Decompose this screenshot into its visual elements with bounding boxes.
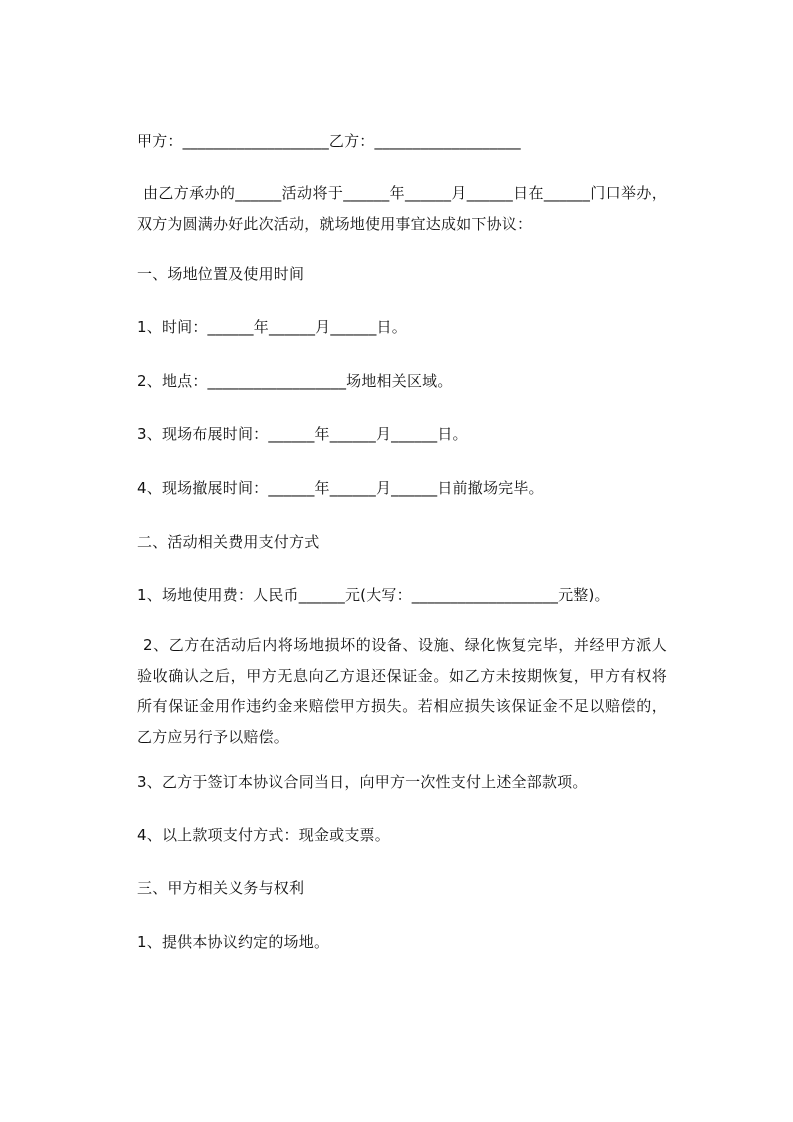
section1-item-location: 2、地点：__________________场地相关区域。 <box>137 372 453 390</box>
intro-paragraph: 由乙方承办的______活动将于______年______月______日在______门口举办，双方为圆满办好此次活动，就场地使用事宜达成如下协议： <box>137 184 667 233</box>
section2-heading: 二、活动相关费用支付方式 <box>137 533 320 551</box>
section3-item-provide-venue: 1、提供本协议约定的场地。 <box>137 933 330 951</box>
section2-item-payment-method: 4、以上款项支付方式：现金或支票。 <box>137 826 390 844</box>
section3-heading: 三、甲方相关义务与权利 <box>137 879 305 897</box>
section2-item-deposit: 2、乙方在活动后内将场地损坏的设备、设施、绿化恢复完毕，并经甲方派人验收确认之后，甲方无息向乙方退还保证金。如乙方未按期恢复，甲方有权将所有保证金用作违约金来赔偿甲方损失。若相应损失该保证金不足以赔偿的，乙方应另行予以赔偿。 <box>137 636 667 746</box>
parties-line: 甲方：___________________乙方：___________________ <box>137 132 521 150</box>
section1-item-teardown-time: 4、现场撤展时间：______年______月______日前撤场完毕。 <box>137 479 544 497</box>
section2-item-payment-date: 3、乙方于签订本协议合同当日，向甲方一次性支付上述全部款项。 <box>137 773 588 791</box>
section1-heading: 一、场地位置及使用时间 <box>137 265 305 283</box>
section2-item-fee: 1、场地使用费：人民币______元(大写：___________________元整)。 <box>137 586 610 604</box>
section1-item-setup-time: 3、现场布展时间：______年______月______日。 <box>137 425 468 443</box>
section1-item-time: 1、时间：______年______月______日。 <box>137 318 407 336</box>
